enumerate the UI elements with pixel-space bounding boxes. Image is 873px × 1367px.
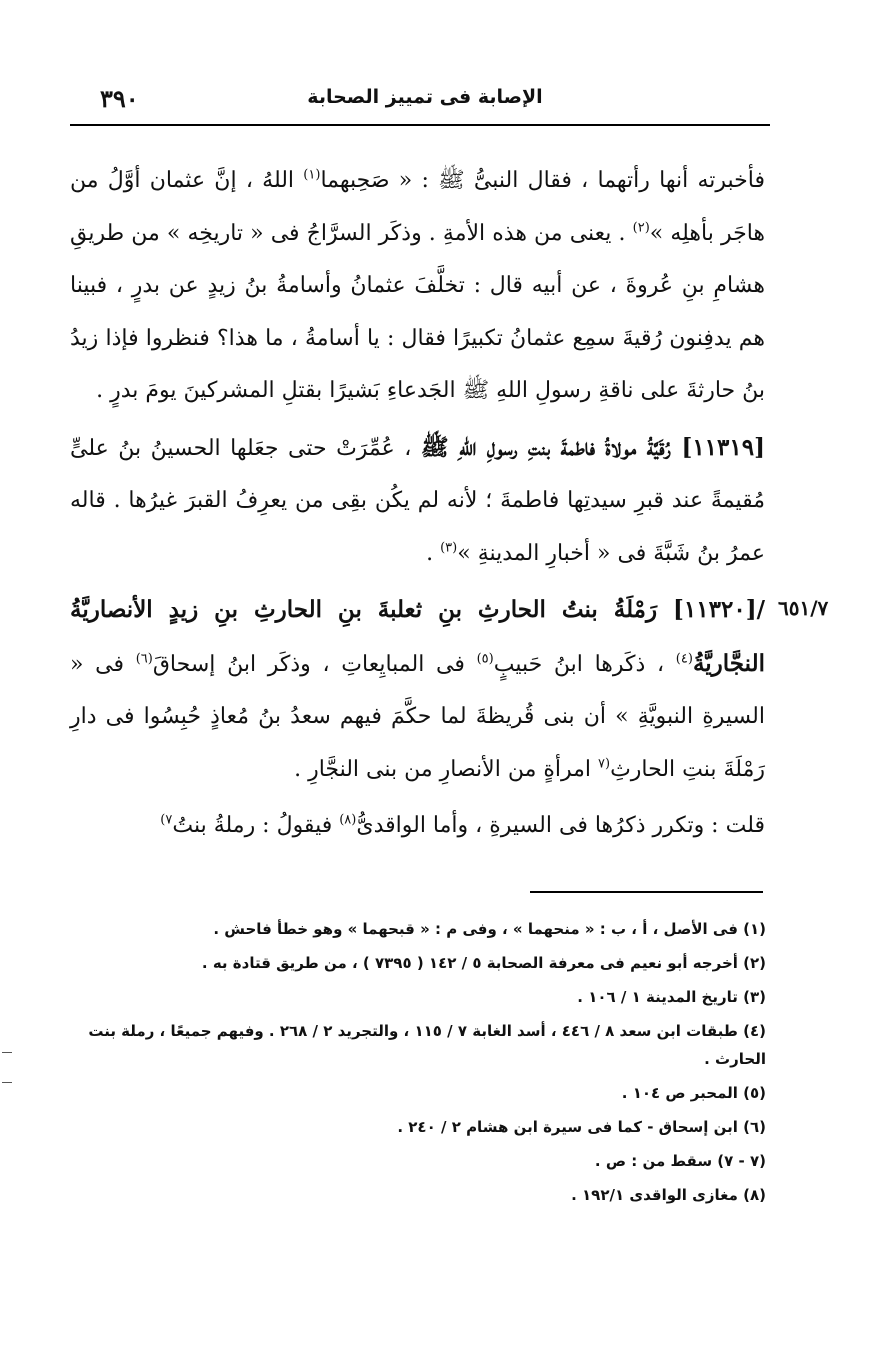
text-run: فيقولُ : رملةُ بنتُ	[172, 813, 340, 838]
text-run: امرأةٍ من الأنصارِ من بنى النجَّارِ .	[294, 756, 599, 782]
footnote-marker: (٢)	[632, 220, 650, 236]
entry-heading: /[١١٣٢٠] رَمْلَةُ بنتُ الحارثِ بنِ ثعلبةَ بنِ الحارثِ بنِ زيدٍ الأنصاريَّةُ النجَّاريَّةُ	[70, 596, 765, 677]
text-run: فى المبايِعاتِ ، وذكَر ابنُ إسحاقَ	[152, 651, 477, 677]
footnotes	[60, 915, 766, 1215]
margin-reference: ٦٥١/٧	[778, 596, 829, 620]
text-run: فأخبرته أنها رأتهما ، فقال النبىُّ ﷺ : « صَحِبهما	[320, 168, 765, 193]
footnote-item: (٤) طبقات ابن سعد ٨ / ٤٤٦ ، أسد الغابة ٧ / ١١٥ ، والتجريد ٢ / ٢٦٨ . وفيهم جميعًا ، رملة بنت الحارث .	[88, 1022, 766, 1068]
running-title: الإصابة فى تمييز الصحابة	[307, 86, 543, 108]
body-paragraph	[70, 800, 765, 853]
text-run: ، عُمِّرَتْ حتى جعَلها الحسينُ بنُ علىٍّ مُقيمةً عند قبرِ سيدتِها فاطمةَ ؛ لأنه لم يكُن بقِى من يعرِفُ القبرَ غيرُها . قاله عمرُ بنُ شَبَّةَ فى « أخبارِ المدينةِ »	[70, 435, 765, 566]
footnote-marker: ٧)	[160, 812, 173, 828]
footnote-marker: (٤)	[675, 651, 693, 667]
edge-mark	[2, 1082, 12, 1083]
edge-mark	[2, 1052, 12, 1053]
body-paragraph	[70, 422, 765, 581]
footnote-marker: (٨)	[339, 812, 357, 828]
body-paragraph	[70, 584, 765, 796]
footnote-marker: (٣)	[440, 540, 458, 556]
text-run: قلت : وتكرر ذكرُها فى السيرةِ ، وأما الواقدىُّ	[356, 813, 765, 838]
entry-heading: [١١٣١٩] رُقَيَّةُ مولاةُ فاطمةَ بنتِ رسولِ اللهِ ﷺ	[420, 433, 765, 461]
text-run: .	[426, 540, 441, 566]
footnote-item: (٧ - ٧) سقط من : ص .	[594, 1152, 766, 1170]
main-text	[70, 155, 765, 853]
footnote-item: (٣) تاريخ المدينة ١ / ١٠٦ .	[577, 988, 766, 1006]
text-run: ، ذكَرها ابنُ حَبيبٍ	[493, 651, 676, 677]
footnote-rule	[530, 891, 763, 893]
text-run: فى « السيرةِ النبويَّةِ » أن بنى قُريظةَ لما حكَّمَ فيهم سعدُ بنُ مُعاذٍ حُبِسُوا فى دارِ رَمْلَةَ بنتِ الحارثِ	[70, 651, 765, 782]
page-number: ٣٩٠	[100, 84, 139, 113]
text-run: اللهُ ، إنَّ عثمان أوَّلُ من هاجَر بأهلِه »	[70, 168, 765, 246]
header-rule	[70, 124, 770, 126]
footnote-item: (٥) المحبر ص ١٠٤ .	[621, 1084, 766, 1102]
footnote-item: (١) فى الأصل ، أ ، ب : « منحهما » ، وفى م : « قبحهما » وهو خطأ فاحش .	[213, 920, 766, 938]
footnote-item: (٢) أخرجه أبو نعيم فى معرفة الصحابة ٥ / ١٤٢ ( ٧٣٩٥ ) ، من طريق قتادة به .	[201, 954, 766, 972]
footnote-marker: (١)	[303, 167, 321, 183]
footnote-marker: (٥)	[476, 651, 494, 667]
body-paragraph	[70, 155, 765, 418]
footnote-item: (٦) ابن إسحاق - كما فى سيرة ابن هشام ٢ / ٢٤٠ .	[397, 1118, 766, 1136]
text-run: . يعنى من هذه الأمةِ . وذكَر السرَّاجُ فى « تاريخِه » من طريقِ هشامِ بنِ عُروةَ ، عن أبيه قال : تخلَّفَ عثمانُ وأسامةُ بنُ زيدٍ عن بدرٍ ، فبينا هم يدفِنون رُقيةَ سمِع عثمانُ تكبيرًا فقال : يا أسامةُ ، ما هذا؟ فنظروا فإذا زيدُ بنُ حارثةَ على ناقةِ رسولِ اللهِ ﷺ الجَدعاءِ بَشيرًا بقتلِ المشركينَ يومَ بدرٍ .	[70, 220, 765, 403]
footnote-marker: (٦)	[135, 651, 153, 667]
footnote-marker: (٧	[598, 756, 611, 772]
footnote-item: (٨) مغازى الواقدى ١٩٢/١ .	[571, 1186, 766, 1204]
